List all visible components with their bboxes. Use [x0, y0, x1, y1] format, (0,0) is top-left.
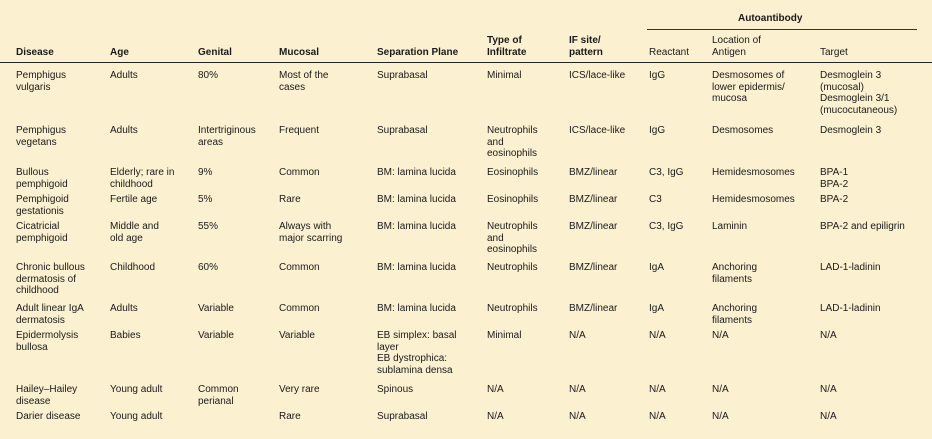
cell-plane: EB simplex: basal layer EB dystrophica: sublamina densa [377, 330, 457, 376]
cell-plane: BM: lamina lucida [377, 303, 456, 314]
cell-if-site: N/A [569, 330, 586, 341]
cell-mucosal: Very rare [279, 384, 320, 395]
cell-disease: Pemphigus vegetans [16, 125, 67, 148]
cell-location: Laminin [712, 221, 748, 232]
cell-if-site: N/A [569, 411, 586, 422]
cell-plane: BM: lamina lucida [377, 262, 456, 273]
cell-plane: BM: lamina lucida [377, 194, 456, 205]
cell-location: Desmosomes of lower epidermis/ mucosa [712, 70, 785, 104]
cell-disease: Bullous pemphigoid [16, 167, 68, 190]
cell-mucosal: Frequent [279, 125, 320, 136]
cell-age: Adults [110, 303, 138, 314]
cell-genital: Common perianal [198, 384, 239, 407]
cell-if-site: ICS/lace-like [569, 125, 626, 136]
header-infiltrate: Type of Infiltrate [487, 35, 527, 58]
cell-if-site: ICS/lace-like [569, 70, 626, 81]
cell-genital: 55% [198, 221, 219, 232]
cell-target: Desmoglein 3 [820, 125, 882, 136]
cell-infiltrate: Eosinophils [487, 167, 539, 178]
autoantibody-group-rule [647, 29, 917, 30]
cell-infiltrate: Eosinophils [487, 194, 539, 205]
cell-if-site: N/A [569, 384, 586, 395]
cell-mucosal: Common [279, 262, 320, 273]
cell-genital: 80% [198, 70, 219, 81]
header-genital: Genital [198, 47, 232, 58]
cell-reactant: N/A [649, 330, 666, 341]
cell-mucosal: Variable [279, 330, 315, 341]
autoantibody-group-header: Autoantibody [738, 13, 803, 24]
cell-age: Babies [110, 330, 141, 341]
cell-genital: Variable [198, 303, 234, 314]
cell-infiltrate: Neutrophils and eosinophils [487, 125, 538, 159]
header-disease: Disease [16, 47, 54, 58]
cell-target: Desmoglein 3 (mucosal) Desmoglein 3/1 (mucocutaneous) [820, 70, 898, 116]
cell-genital: 60% [198, 262, 219, 273]
cell-disease: Pemphigoid gestationis [16, 194, 69, 217]
cell-target: BPA-2 [820, 194, 849, 205]
cell-disease: Cicatricial pemphigoid [16, 221, 68, 244]
header-if-site: IF site/ pattern [569, 35, 603, 58]
cell-plane: BM: lamina lucida [377, 167, 456, 178]
cell-age: Adults [110, 125, 138, 136]
cell-if-site: BMZ/linear [569, 303, 618, 314]
cell-infiltrate: N/A [487, 411, 504, 422]
cell-age: Fertile age [110, 194, 158, 205]
cell-reactant: IgA [649, 262, 665, 273]
cell-location: Anchoring filaments [712, 262, 758, 285]
cell-plane: Spinous [377, 384, 414, 395]
cell-infiltrate: Neutrophils [487, 262, 538, 273]
cell-reactant: IgA [649, 303, 665, 314]
cell-location: Anchoring filaments [712, 303, 758, 326]
cell-infiltrate: Minimal [487, 70, 522, 81]
cell-if-site: BMZ/linear [569, 221, 618, 232]
header-age: Age [110, 47, 129, 58]
cell-target: BPA-2 and epiligrin [820, 221, 905, 232]
cell-plane: Suprabasal [377, 411, 428, 422]
cell-target: N/A [820, 411, 837, 422]
cell-target: N/A [820, 330, 837, 341]
cell-mucosal: Common [279, 167, 320, 178]
cell-age: Young adult [110, 411, 163, 422]
cell-location: Desmosomes [712, 125, 774, 136]
cell-mucosal: Always with major scarring [279, 221, 343, 244]
cell-mucosal: Most of the cases [279, 70, 329, 93]
header-separation-plane: Separation Plane [377, 47, 459, 58]
cell-age: Elderly; rare in childhood [110, 167, 175, 190]
cell-target: LAD-1-ladinin [820, 303, 881, 314]
cell-location: Hemidesmosomes [712, 194, 795, 205]
cell-disease: Darier disease [16, 411, 81, 422]
cell-if-site: BMZ/linear [569, 194, 618, 205]
cell-location: Hemidesmosomes [712, 167, 795, 178]
cell-infiltrate: Neutrophils [487, 303, 538, 314]
cell-plane: Suprabasal [377, 70, 428, 81]
header-target: Target [820, 47, 848, 58]
cell-target: BPA-1 BPA-2 [820, 167, 849, 190]
cell-disease: Epidermolysis bullosa [16, 330, 79, 353]
cell-age: Middle and old age [110, 221, 159, 244]
header-mucosal: Mucosal [279, 47, 320, 58]
cell-target: N/A [820, 384, 837, 395]
cell-plane: Suprabasal [377, 125, 428, 136]
cell-target: LAD-1-ladinin [820, 262, 881, 273]
cell-mucosal: Rare [279, 194, 301, 205]
cell-reactant: IgG [649, 125, 666, 136]
cell-genital: 5% [198, 194, 213, 205]
cell-disease: Chronic bullous dermatosis of childhood [16, 262, 85, 296]
cell-mucosal: Common [279, 303, 320, 314]
cell-infiltrate: Neutrophils and eosinophils [487, 221, 538, 255]
cell-reactant: N/A [649, 384, 666, 395]
cell-disease: Adult linear IgA dermatosis [16, 303, 84, 326]
cell-disease: Hailey–Hailey disease [16, 384, 78, 407]
cell-reactant: N/A [649, 411, 666, 422]
cell-if-site: BMZ/linear [569, 262, 618, 273]
cell-age: Childhood [110, 262, 156, 273]
cell-location: N/A [712, 330, 729, 341]
cell-reactant: IgG [649, 70, 666, 81]
cell-disease: Pemphigus vulgaris [16, 70, 67, 93]
cell-mucosal: Rare [279, 411, 301, 422]
cell-plane: BM: lamina lucida [377, 221, 456, 232]
cell-reactant: C3 [649, 194, 662, 205]
cell-age: Adults [110, 70, 138, 81]
cell-location: N/A [712, 411, 729, 422]
cell-age: Young adult [110, 384, 163, 395]
cell-reactant: C3, IgG [649, 167, 684, 178]
cell-infiltrate: N/A [487, 384, 504, 395]
header-reactant: Reactant [649, 47, 690, 58]
cell-location: N/A [712, 384, 729, 395]
cell-if-site: BMZ/linear [569, 167, 618, 178]
header-location: Location of Antigen [712, 35, 761, 58]
cell-reactant: C3, IgG [649, 221, 684, 232]
cell-genital: Intertriginous areas [198, 125, 256, 148]
cell-genital: 9% [198, 167, 213, 178]
cell-genital: Variable [198, 330, 234, 341]
header-bottom-rule [0, 62, 932, 63]
cell-infiltrate: Minimal [487, 330, 522, 341]
